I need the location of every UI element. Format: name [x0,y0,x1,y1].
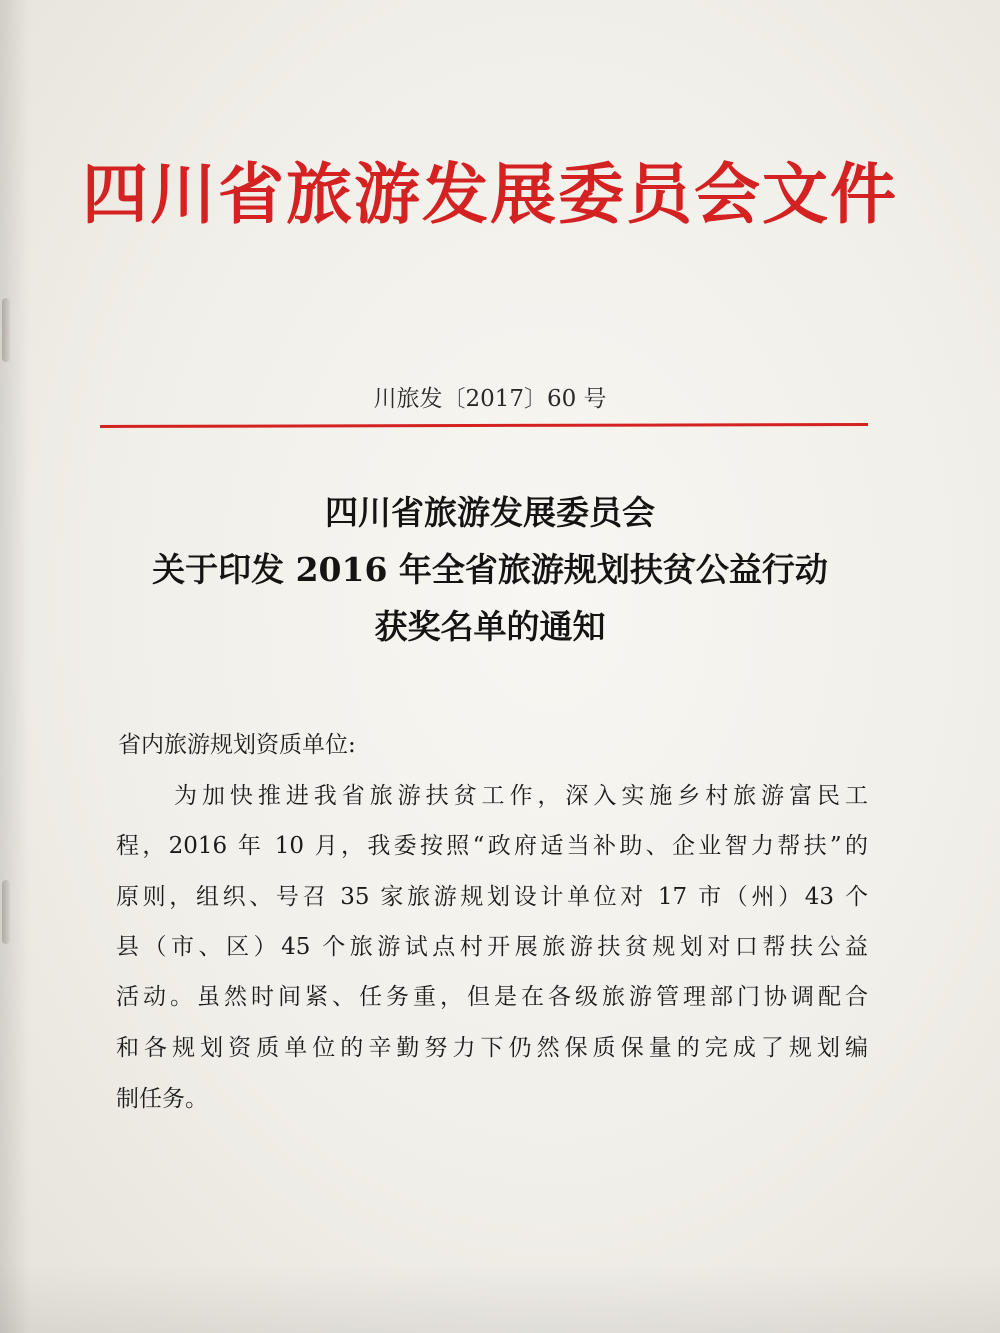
body-paragraph-line: 活动。虽然时间紧、任务重，但是在各级旅游管理部门协调配合 [116,984,868,1010]
page-bottom-shadow [0,1263,1000,1333]
binding-staple [2,298,10,362]
title-line: 获奖名单的通知 [374,607,606,646]
red-divider-line [100,423,868,428]
body-paragraph-line: 制任务。 [116,1086,208,1112]
body-paragraph-line: 为加快推进我省旅游扶贫工作，深入实施乡村旅游富民工 [174,783,868,809]
salutation: 省内旅游规划资质单位: [118,732,356,758]
body-paragraph-line: 程，2016 年 10 月，我委按照“政府适当补助、企业智力帮扶”的 [116,833,868,859]
title-line: 关于印发 2016 年全省旅游规划扶贫公益行动 [152,550,828,589]
body-paragraph-line: 原则，组织、号召 35 家旅游规划设计单位对 17 市（州）43 个 [116,884,868,910]
document-title [0,484,980,655]
binding-staple [2,880,10,944]
title-line: 四川省旅游发展委员会 [325,493,655,532]
document-number: 川旅发〔2017〕60 号 [373,386,607,412]
body-paragraph-line: 和各规划资质单位的辛勤努力下仍然保质保量的完成了规划编 [116,1035,868,1061]
body-paragraph-line: 县（市、区）45 个旅游试点村开展旅游扶贫规划对口帮扶公益 [116,934,868,960]
letterhead-title: 四川省旅游发展委员会文件 [82,156,898,233]
